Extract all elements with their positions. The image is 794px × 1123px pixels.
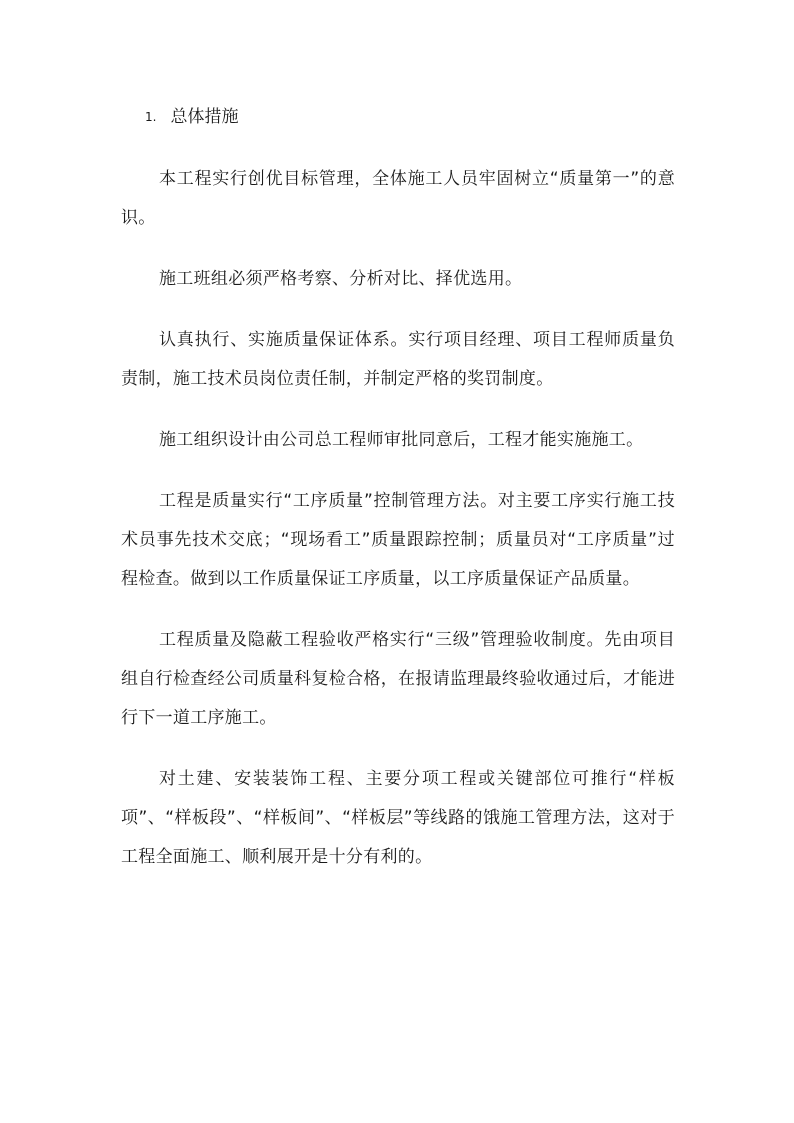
section-title: 总体措施 (170, 107, 239, 127)
section-number: 1. (145, 110, 157, 124)
paragraph-quality-goal: 本工程实行创优目标管理，全体施工人员牢固树立“质量第一”的意识。 (121, 169, 675, 228)
body-text (121, 160, 675, 899)
paragraph-three-level-acceptance: 工程质量及隐蔽工程验收严格实行“三级”管理验收制度。先由项目组自行检查经公司质量科复检合格，在报请监理最终验收通过后，才能进行下一道工序施工。 (121, 630, 675, 728)
paragraph-process-control: 工程是质量实行“工序质量”控制管理方法。对主要工序实行施工技术员事先技术交底；“现场看工”质量跟踪控制；质量员对“工序质量”过程检查。做到以工作质量保证工序质量，以工序质量保证产品质量。 (121, 491, 675, 589)
section-heading (145, 104, 238, 130)
paragraph-responsibility-system: 认真执行、实施质量保证体系。实行项目经理、项目工程师质量负责制，施工技术员岗位责任制，并制定严格的奖罚制度。 (121, 330, 675, 389)
paragraph-design-approval: 施工组织设计由公司总工程师审批同意后，工程才能实施施工。 (159, 430, 644, 450)
paragraph-sample-method: 对土建、安装装饰工程、主要分项工程或关键部位可推行“样板项”、“样板段”、“样板间”、“样板层”等线路的饿施工管理方法，这对于工程全面施工、顺利展开是十分有利的。 (121, 769, 675, 867)
paragraph-team-selection: 施工班组必须严格考察、分析对比、择优选用。 (159, 269, 523, 289)
